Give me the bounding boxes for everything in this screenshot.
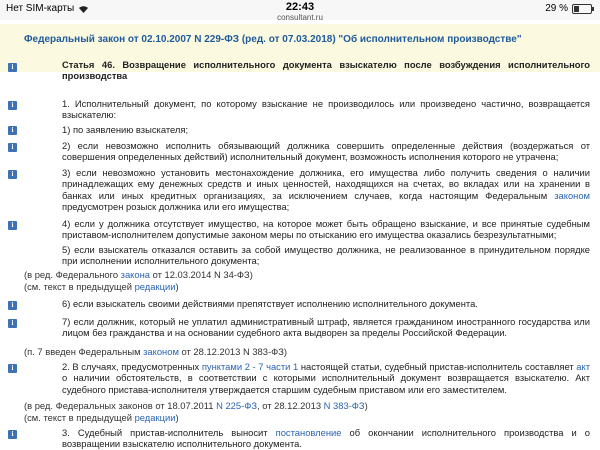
info-icon[interactable]: i (8, 63, 17, 72)
paragraph-3: 3. Судебный пристав-исполнитель выносит постановление об окончании исполнительного производства и о возвращении взыскателю исполнительного документа. (62, 427, 590, 450)
law-link[interactable]: законом (143, 346, 179, 357)
paragraph-1-1: 1) по заявлению взыскателя; (62, 124, 189, 135)
clock: 22:43 (285, 1, 315, 13)
paragraph-1: 1. Исполнительный документ, по которому взыскание не производилось или произведено частично, возвращается взыскателю: (62, 98, 590, 121)
amendment-note: (в ред. Федеральных законов от 18.07.2011 N 225-ФЗ, от 28.12.2013 N 383-ФЗ) (24, 400, 368, 411)
paragraph-2: 2. В случаях, предусмотренных пунктами 2 - 7 части 1 настоящей статьи, судебный пристав-исполнитель составляет акт о наличии обстоятельств, в соответствии с которыми исполнительный документ возвращается взыскателю. Акт судебного пристава-исполнителя утверждается старшим судебным приставом или его заместителем. (62, 361, 590, 395)
previous-edition-link[interactable]: редакции (134, 412, 176, 423)
info-icon[interactable]: i (8, 143, 17, 152)
previous-edition-link[interactable]: редакции (134, 281, 176, 292)
law-link[interactable]: закона (120, 269, 150, 280)
battery-level (574, 6, 579, 12)
paragraph-1-5: 5) если взыскатель отказался оставить за собой имущество должника, не реализованное в принудительном порядке при исполнении исполнительного документа; (62, 244, 590, 267)
info-icon[interactable]: i (8, 126, 17, 135)
info-icon[interactable]: i (8, 430, 17, 439)
address-bar[interactable]: consultant.ru (277, 13, 323, 22)
battery-area (545, 3, 592, 14)
part-link[interactable]: пунктами 2 - 7 части 1 (201, 361, 299, 372)
info-icon[interactable]: i (8, 364, 17, 373)
info-icon[interactable]: i (8, 221, 17, 230)
carrier-label: Нет SIM-карты (6, 3, 75, 14)
paragraph-1-6: 6) если взыскатель своими действиями препятствует исполнению исполнительного документа. (62, 298, 478, 309)
previous-edition-note: (см. текст в предыдущей редакции) (24, 412, 179, 423)
paragraph-1-2: 2) если невозможно исполнить обязывающий должника совершить определенные действия (воздержаться от совершения определенных действий) исполнительный документ, возможность исполнения которого не утрачена; (62, 140, 590, 163)
paragraph-1-4: 4) если у должника отсутствует имущество, на которое может быть обращено взыскание, и все принятые судебным приставом-исполнителем допустимые законом меры по отысканию его имущества оказались безрезультатными; (62, 218, 590, 241)
info-icon[interactable]: i (8, 319, 17, 328)
info-icon[interactable]: i (8, 170, 17, 179)
previous-edition-note: (см. текст в предыдущей редакции) (24, 281, 179, 292)
law-link[interactable]: N 383-ФЗ (323, 400, 365, 411)
status-center (0, 1, 600, 22)
info-icon[interactable]: i (8, 101, 17, 110)
battery-icon (572, 4, 592, 14)
battery-percent: 29 % (545, 3, 568, 14)
status-bar (0, 0, 600, 20)
amendment-note: (п. 7 введен Федеральным законом от 28.12.2013 N 383-ФЗ) (24, 346, 287, 357)
amendment-note: (в ред. Федерального закона от 12.03.2014 N 34-ФЗ) (24, 269, 253, 280)
decree-link[interactable]: постановление (275, 427, 342, 438)
paragraph-1-3: 3) если невозможно установить местонахождение должника, его имущества либо получить сведения о наличии принадлежащих ему денежных средств и иных ценностей, находящихся на счетах, во вкладах или на хранении в банках или иных кредитных организациях, за исключением случаев, когда настоящим Федеральным законом предусмотрен розыск должника или его имущества; (62, 167, 590, 213)
info-icon[interactable]: i (8, 301, 17, 310)
law-link[interactable]: законом (554, 189, 590, 201)
article-title: Статья 46. Возвращение исполнительного документа взыскателю после возбуждения исполнительного производства (62, 59, 590, 82)
paragraph-1-7: 7) если должник, который не уплатил административный штраф, является гражданином иностранного государства или лицом без гражданства и на основании судебного акта выдворен за пределы Российской Федерации. (62, 316, 590, 339)
law-link[interactable]: N 225-ФЗ (216, 400, 257, 411)
act-link[interactable]: акт (576, 361, 590, 372)
law-title: Федеральный закон от 02.10.2007 N 229-ФЗ (ред. от 07.03.2018) "Об исполнительном производстве" (24, 34, 522, 45)
